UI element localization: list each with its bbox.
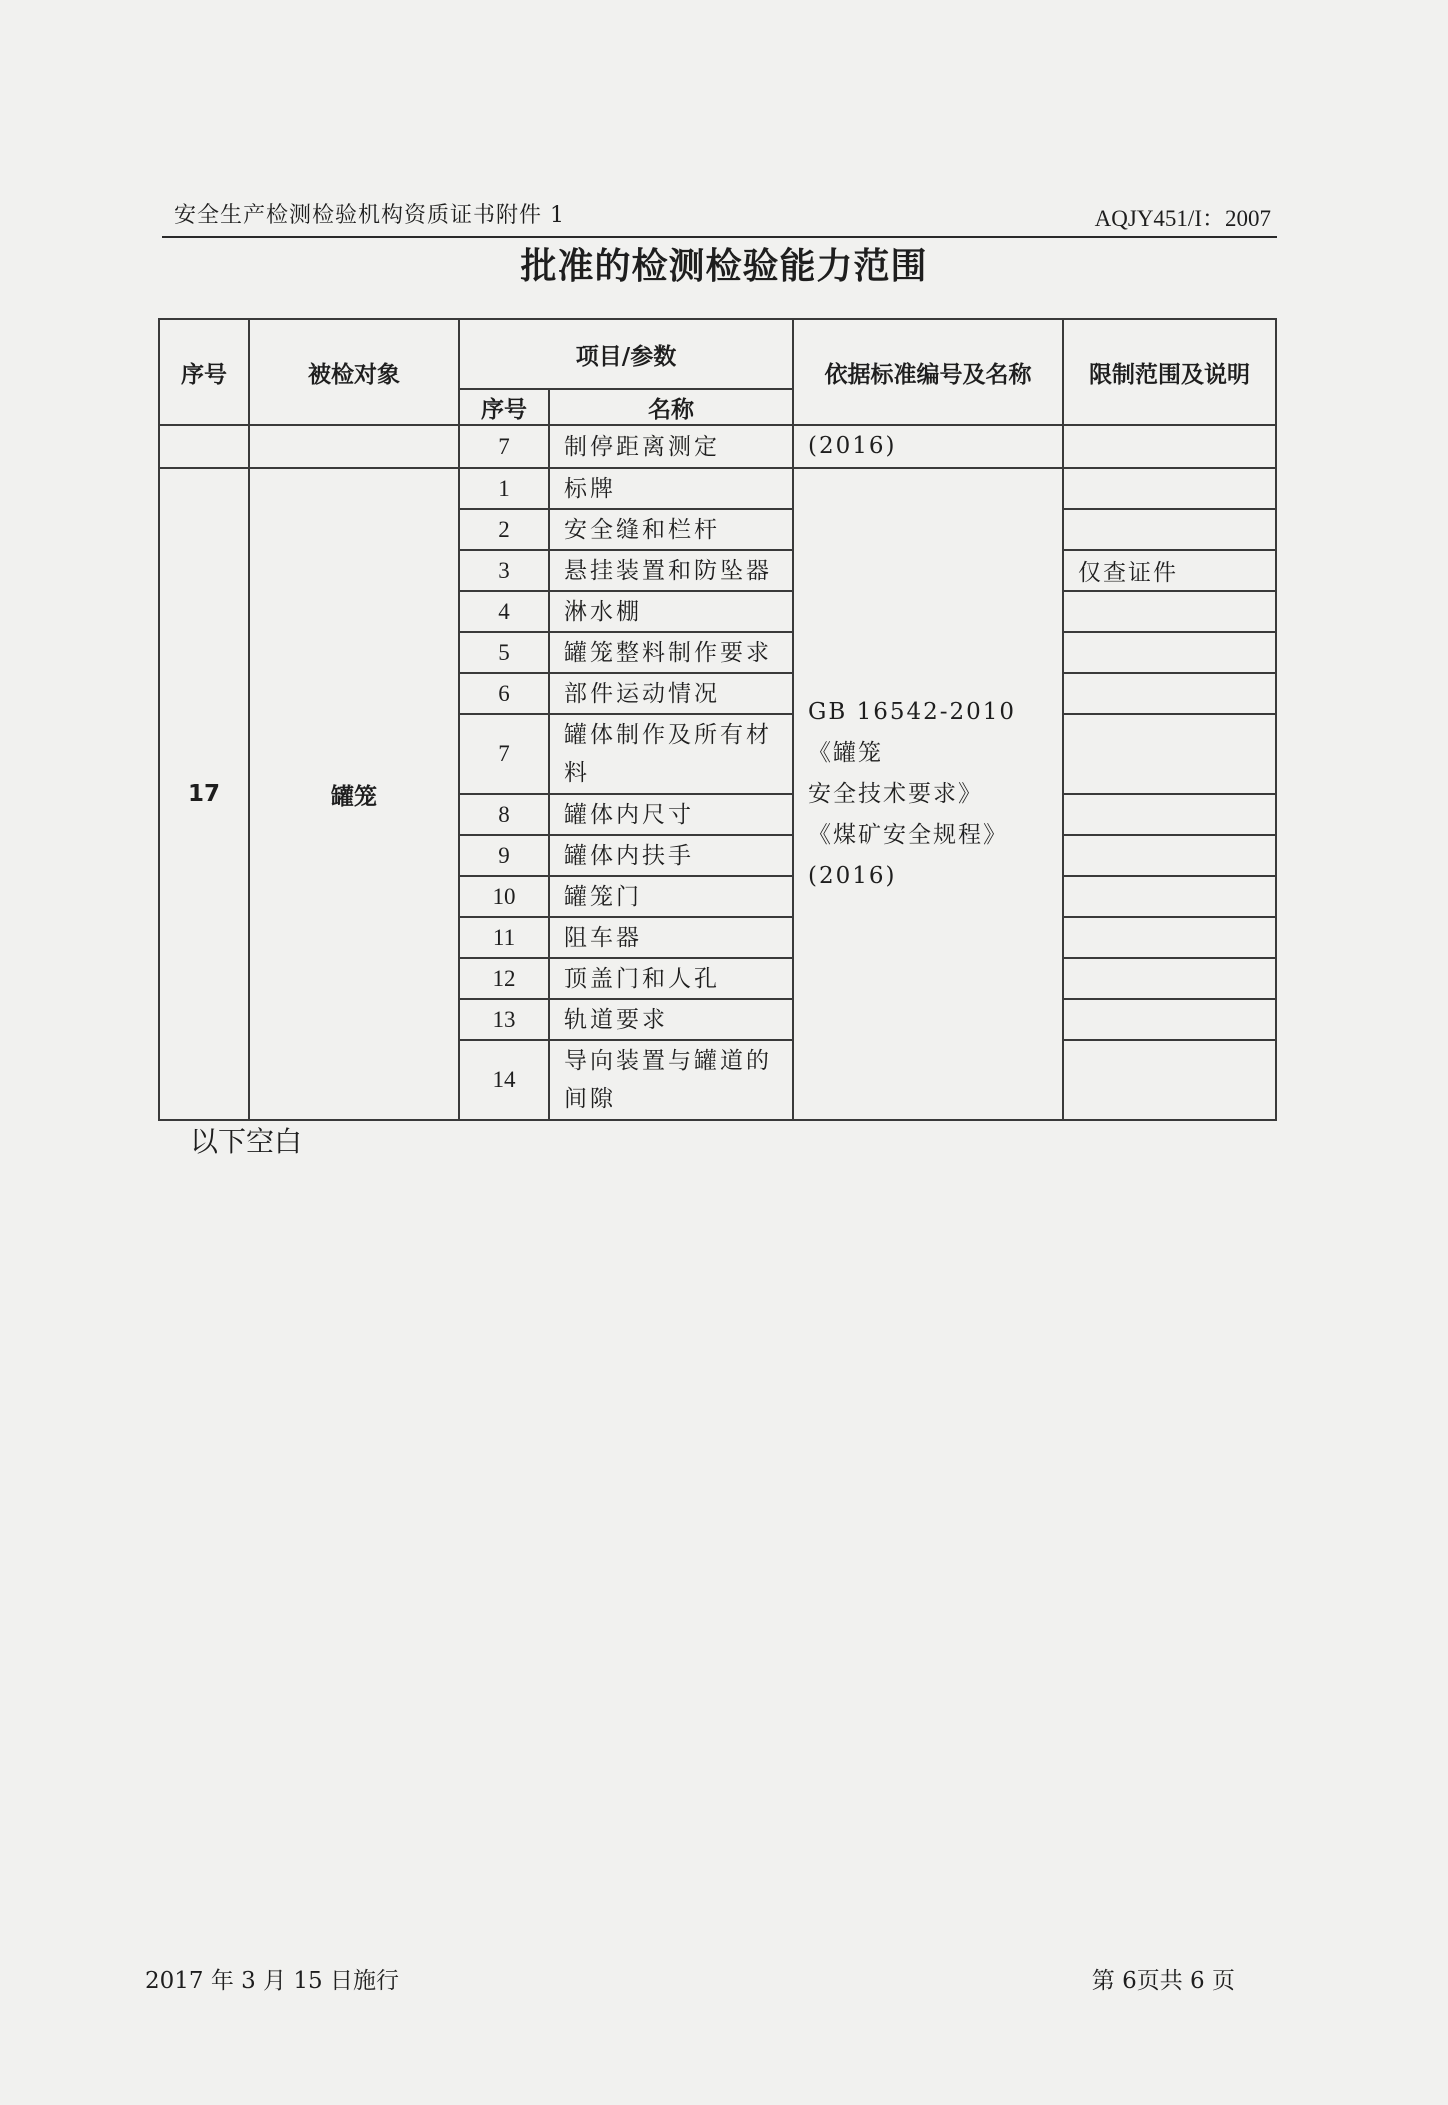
limit-cell xyxy=(1063,1040,1276,1120)
item-name: 安全缝和栏杆 xyxy=(549,509,793,550)
item-name: 罐笼整料制作要求 xyxy=(549,632,793,673)
item-seq: 14 xyxy=(459,1040,549,1120)
item-seq: 10 xyxy=(459,876,549,917)
capability-table xyxy=(158,318,1277,1121)
item-seq: 9 xyxy=(459,835,549,876)
standard-line: 《煤矿安全规程》 xyxy=(808,821,1008,848)
standard-cell: (2016) xyxy=(793,425,1063,468)
standard-line: GB 16542-2010《罐笼 xyxy=(808,698,1017,766)
item-name: 悬挂装置和防坠器 xyxy=(549,550,793,591)
limit-cell xyxy=(1063,673,1276,714)
limit-cell xyxy=(1063,917,1276,958)
group-object: 罐笼 xyxy=(249,468,459,1120)
cell-empty xyxy=(159,425,249,468)
item-seq: 2 xyxy=(459,509,549,550)
item-seq: 6 xyxy=(459,673,549,714)
limit-cell xyxy=(1063,632,1276,673)
limit-cell xyxy=(1063,876,1276,917)
limit-cell xyxy=(1063,958,1276,999)
header-item: 项目/参数 xyxy=(459,319,793,389)
item-seq: 7 xyxy=(459,425,549,468)
item-name: 顶盖门和人孔 xyxy=(549,958,793,999)
item-name: 罐笼门 xyxy=(549,876,793,917)
limit-cell xyxy=(1063,468,1276,509)
table-row xyxy=(159,425,1276,468)
blank-below-note: 以下空白 xyxy=(190,1125,303,1158)
limit-cell xyxy=(1063,835,1276,876)
item-name: 导向装置与罐道的间隙 xyxy=(549,1040,793,1120)
header-left-text: 安全生产检测检验机构资质证书附件 1 xyxy=(174,203,565,228)
limit-cell xyxy=(1063,794,1276,835)
header-limit: 限制范围及说明 xyxy=(1063,319,1276,425)
item-seq: 5 xyxy=(459,632,549,673)
cell-empty xyxy=(249,425,459,468)
item-name: 轨道要求 xyxy=(549,999,793,1040)
item-name: 罐体制作及所有材料 xyxy=(549,714,793,794)
item-name: 制停距离测定 xyxy=(549,425,793,468)
item-seq: 4 xyxy=(459,591,549,632)
item-seq: 8 xyxy=(459,794,549,835)
header-item-seq: 序号 xyxy=(459,389,549,425)
item-seq: 1 xyxy=(459,468,549,509)
page-header xyxy=(162,196,1277,238)
page-title: 批准的检测检验能力范围 xyxy=(520,246,928,287)
item-seq: 11 xyxy=(459,917,549,958)
group-seq: 17 xyxy=(159,468,249,1120)
standard-cell xyxy=(793,468,1063,1120)
standard-line: (2016) xyxy=(808,862,897,889)
limit-cell xyxy=(1063,999,1276,1040)
header-doc-code: AQJY451/I：2007 xyxy=(1094,206,1271,231)
item-name: 淋水棚 xyxy=(549,591,793,632)
limit-cell xyxy=(1063,425,1276,468)
limit-cell xyxy=(1063,591,1276,632)
standard-line: 安全技术要求》 xyxy=(808,780,983,807)
table-row xyxy=(159,468,1276,509)
item-name: 部件运动情况 xyxy=(549,673,793,714)
item-seq: 7 xyxy=(459,714,549,794)
item-name: 标牌 xyxy=(549,468,793,509)
item-seq: 13 xyxy=(459,999,549,1040)
limit-cell: 仅查证件 xyxy=(1063,550,1276,591)
header-item-name: 名称 xyxy=(549,389,793,425)
page-number: 第 6页共 6 页 xyxy=(1091,1968,1235,1994)
item-name: 罐体内扶手 xyxy=(549,835,793,876)
limit-cell xyxy=(1063,509,1276,550)
header-seq: 序号 xyxy=(159,319,249,425)
header-object: 被检对象 xyxy=(249,319,459,425)
limit-cell xyxy=(1063,714,1276,794)
effective-date: 2017 年 3 月 15 日施行 xyxy=(145,1968,399,1994)
item-name: 罐体内尺寸 xyxy=(549,794,793,835)
header-standard: 依据标准编号及名称 xyxy=(793,319,1063,425)
item-seq: 12 xyxy=(459,958,549,999)
item-name: 阻车器 xyxy=(549,917,793,958)
item-seq: 3 xyxy=(459,550,549,591)
